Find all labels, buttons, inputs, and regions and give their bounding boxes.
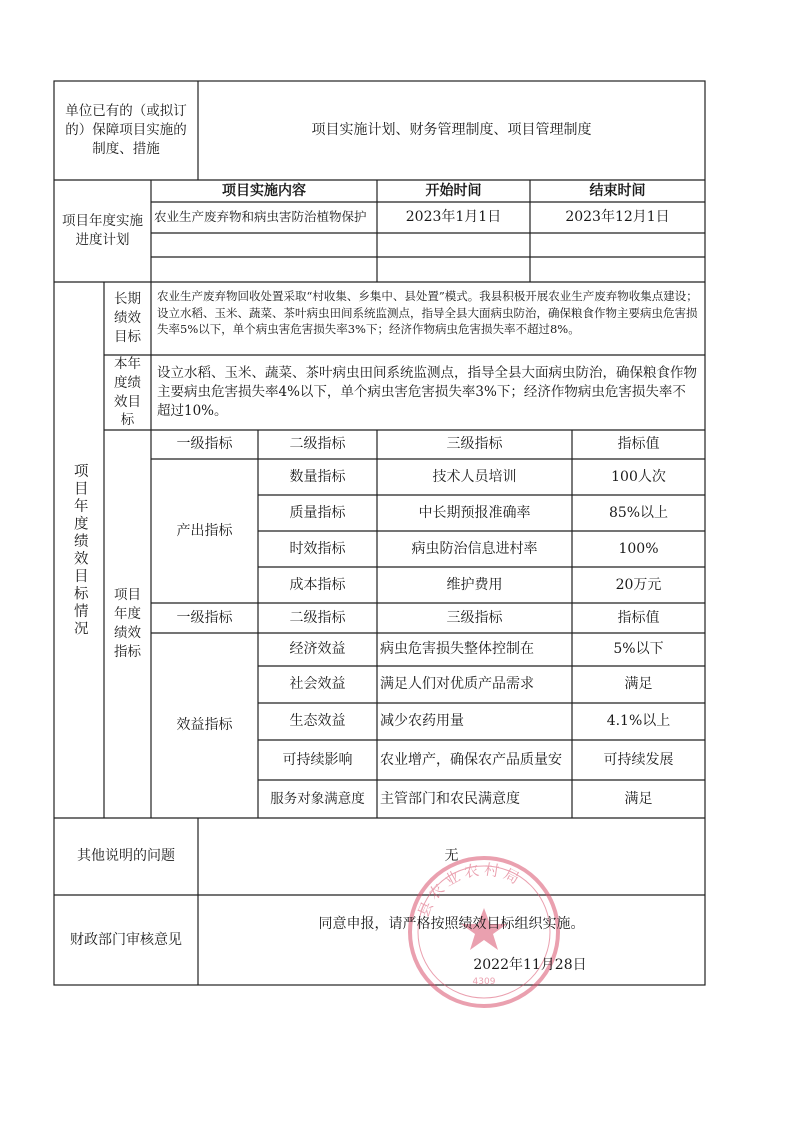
benefit-level2: 经济效益: [289, 641, 346, 658]
output-level2: 成本指标: [289, 576, 346, 593]
schedule-header-end: 结束时间: [589, 182, 646, 199]
benefit-value: 4.1%以上: [606, 713, 671, 730]
annual-text: 设立水稻、玉米、蔬菜、茶叶病虫田间系统监测点，指导全县大面病虫防治，确保粮食作物主要病虫危害损失率4%以下，单个病虫害危害损失率3%下；经济作物病虫危害损失率不超过10%。: [157, 365, 697, 419]
output-level2: 质量指标: [289, 504, 346, 521]
schedule-row-start: 2023年1月1日: [405, 209, 502, 226]
output-level3: 维护费用: [446, 576, 503, 593]
schedule-header-start: 开始时间: [425, 182, 482, 199]
benefit-value: 满足: [624, 676, 653, 693]
benefit-value: 满足: [624, 790, 653, 807]
benefit-header-level1: 一级指标: [176, 609, 233, 626]
output-header-level1: 一级指标: [176, 436, 233, 453]
long-term-text: 农业生产废弃物回收处置采取“村收集、乡集中、县处置”模式。我县积极开展农业生产废弃物收集点建设；设立水稻、玉米、蔬菜、茶叶病虫田间系统监测点，指导全县大面病虫防治，确保粮食作物主要病虫危害损失率5%以下，单个病虫害危害损失率3%下；经济作物病虫危害损失率不超过8%。: [157, 289, 698, 337]
output-level3: 中长期预报准确率: [418, 504, 531, 521]
section-label: 项目年度绩效目标情况: [71, 462, 88, 638]
schedule-row-content: 农业生产废弃物和病虫害防治植物保护: [154, 209, 367, 225]
benefit-level3: 农业增产，确保农产品质量安: [380, 751, 562, 768]
benefit-header-level2: 二级指标: [289, 609, 346, 626]
benefit-level1: 效益指标: [176, 717, 233, 734]
finance-opinion-text: 同意申报，请严格按照绩效目标组织实施。: [318, 915, 585, 932]
svg-text:县农业农村局: 县农业农村局: [414, 860, 527, 920]
output-value: 100%: [618, 540, 659, 557]
schedule-row-end: 2023年12月1日: [565, 209, 670, 226]
output-value: 100人次: [611, 468, 666, 485]
output-value: 85%以上: [608, 504, 669, 521]
finance-opinion-label: 财政部门审核意见: [70, 931, 182, 948]
output-level2: 数量指标: [289, 468, 346, 485]
output-header-level3: 三级指标: [446, 436, 503, 453]
output-level3: 病虫防治信息进村率: [411, 540, 538, 557]
benefit-header-value: 指标值: [617, 609, 660, 626]
benefit-level2: 可持续影响: [282, 751, 353, 768]
schedule-label: 项目年度实施进度计划: [62, 213, 143, 248]
annual-label: 本年度绩效目标: [114, 355, 141, 429]
benefit-level3: 主管部门和农民满意度: [380, 790, 520, 807]
output-level2: 时效指标: [289, 540, 346, 557]
benefit-value: 5%以下: [613, 641, 664, 658]
output-level3: 技术人员培训: [432, 468, 517, 485]
benefit-level2: 社会效益: [289, 676, 346, 693]
schedule-header-content: 项目实施内容: [222, 182, 306, 199]
long-term-label: 长期绩效目标: [114, 291, 141, 345]
measures-value: 项目实施计划、财务管理制度、项目管理制度: [311, 122, 592, 139]
output-level1: 产出指标: [176, 522, 233, 539]
other-issues-value: 无: [444, 848, 459, 865]
benefit-level2: 服务对象满意度: [270, 790, 365, 807]
benefit-level3: 满足人们对优质产品需求: [380, 676, 534, 693]
output-header-value: 指标值: [617, 436, 660, 453]
other-issues-label: 其他说明的问题: [77, 848, 175, 865]
benefit-header-level3: 三级指标: [446, 609, 503, 626]
output-value: 20万元: [615, 576, 662, 593]
output-header-level2: 二级指标: [289, 436, 346, 453]
benefit-level2: 生态效益: [289, 713, 346, 730]
measures-label: 单位已有的（或拟订的）保障项目实施的制度、措施: [65, 103, 187, 157]
indicators-label: 项目年度绩效指标: [114, 587, 141, 660]
svg-text:4309: 4309: [472, 977, 496, 987]
benefit-level3: 减少农药用量: [380, 713, 464, 730]
finance-opinion-date: 2022年11月28日: [473, 956, 587, 973]
benefit-value: 可持续发展: [603, 751, 674, 768]
benefit-level3: 病虫危害损失整体控制在: [380, 641, 534, 658]
